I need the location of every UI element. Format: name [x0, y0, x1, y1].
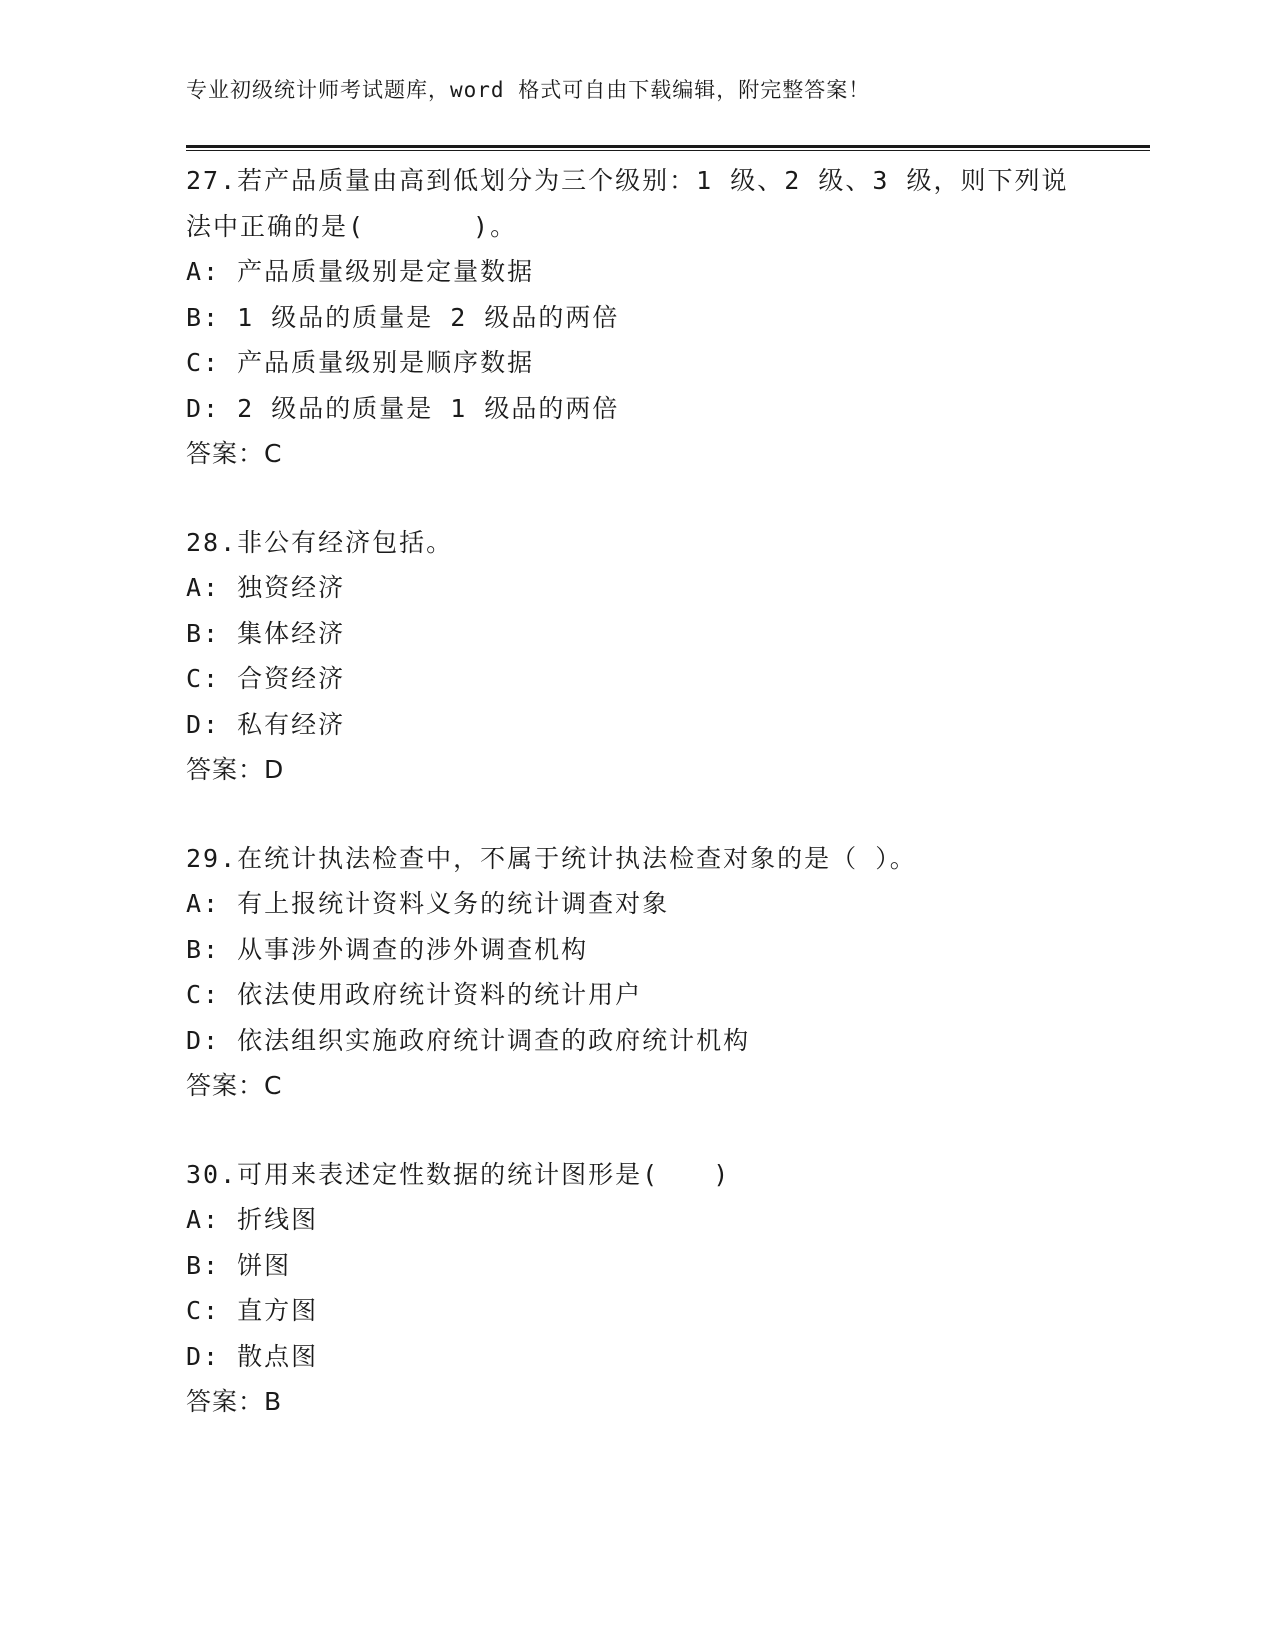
question-text: 28.非公有经济包括。 — [186, 527, 454, 557]
option-b: B: 饼图 — [186, 1250, 292, 1280]
question-text: 29.在统计执法检查中，不属于统计执法检查对象的是（ ）。 — [186, 843, 917, 873]
answer: 答案：C — [186, 1071, 283, 1100]
question-28 — [186, 520, 1126, 793]
option-c: C: 合资经济 — [186, 664, 346, 693]
option-a: A: 产品质量级别是定量数据 — [186, 257, 535, 286]
option-d: D: 依法组织实施政府统计调查的政府统计机构 — [186, 1025, 751, 1055]
option-c: C: 产品质量级别是顺序数据 — [186, 348, 535, 377]
option-d: D: 私有经济 — [186, 709, 346, 739]
question-30 — [186, 1152, 1126, 1425]
header-rule-thin — [186, 150, 1150, 151]
page-header: 专业初级统计师考试题库，word 格式可自由下载编辑，附完整答案！ — [186, 78, 871, 102]
answer: 答案：C — [186, 439, 283, 468]
header-rule-thick — [186, 145, 1150, 148]
option-b: B: 1 级品的质量是 2 级品的两倍 — [186, 302, 620, 332]
option-d: D: 散点图 — [186, 1341, 319, 1371]
question-27 — [186, 158, 1126, 477]
question-29 — [186, 836, 1126, 1109]
option-c: C: 依法使用政府统计资料的统计用户 — [186, 980, 643, 1009]
option-c: C: 直方图 — [186, 1296, 319, 1325]
question-text: 30.可用来表述定性数据的统计图形是( ) — [186, 1159, 731, 1189]
option-a: A: 折线图 — [186, 1205, 319, 1234]
option-d: D: 2 级品的质量是 1 级品的两倍 — [186, 393, 620, 423]
question-text: 法中正确的是( )。 — [186, 211, 518, 241]
question-list — [186, 158, 1126, 1468]
answer: 答案：D — [186, 755, 285, 784]
option-b: B: 从事涉外调查的涉外调查机构 — [186, 934, 589, 964]
option-b: B: 集体经济 — [186, 618, 346, 648]
question-text: 27.若产品质量由高到低划分为三个级别：1 级、2 级、3 级，则下列说 — [186, 166, 1069, 195]
option-a: A: 有上报统计资料义务的统计调查对象 — [186, 889, 670, 918]
answer: 答案：B — [186, 1387, 283, 1416]
option-a: A: 独资经济 — [186, 573, 346, 602]
